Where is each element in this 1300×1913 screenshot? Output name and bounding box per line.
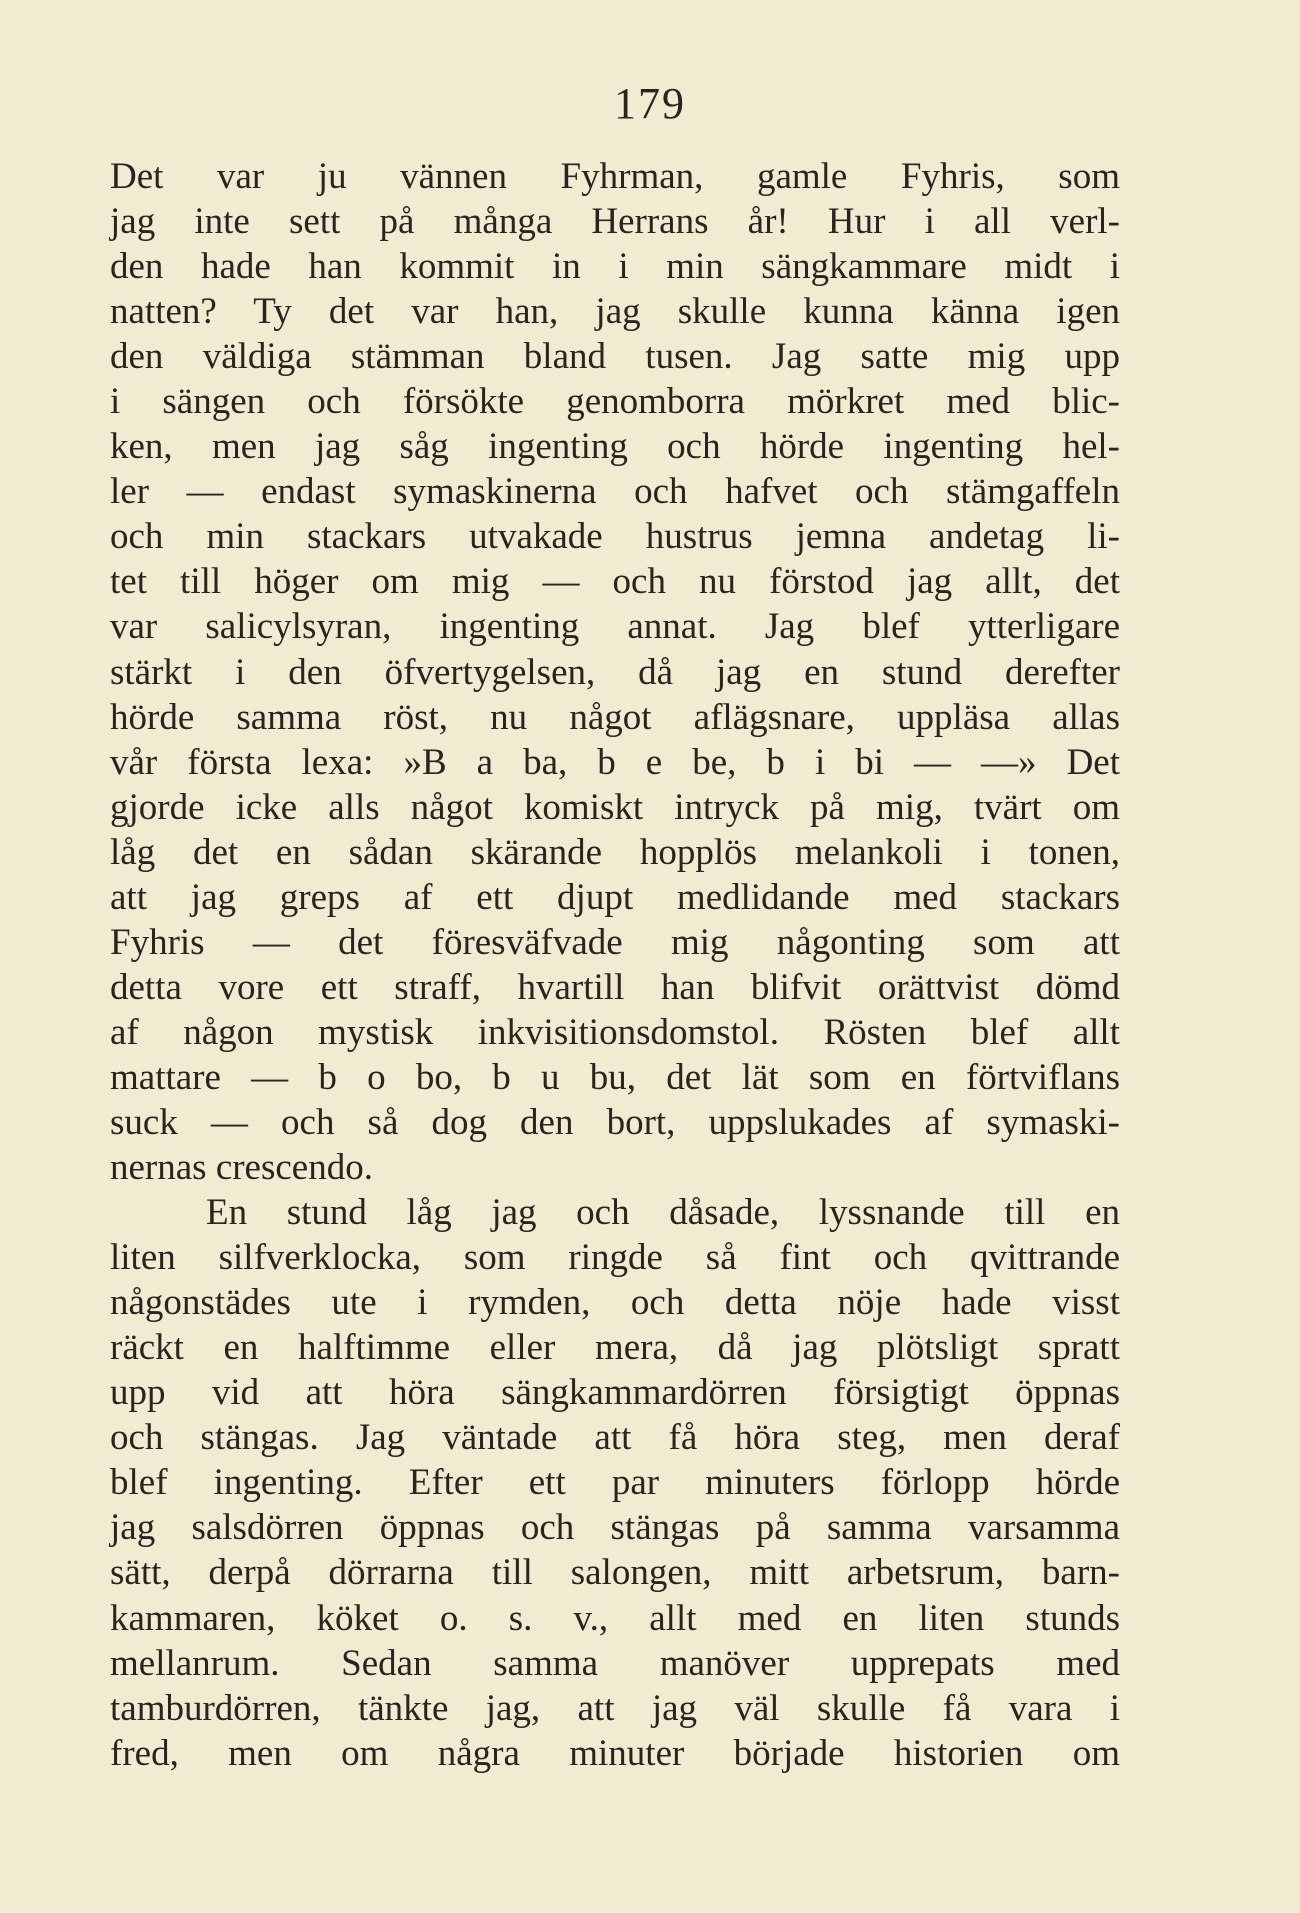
text-line: låg det en sådan skärande hopplös melankoli i tonen, <box>110 831 1120 873</box>
text-line: suck — och så dog den bort, uppslukades af symaski- <box>110 1101 1120 1143</box>
text-line: mattare — b o bo, b u bu, det lät som en förtviflans <box>110 1056 1120 1098</box>
text-line: och stängas. Jag väntade att få höra steg, men deraf <box>110 1417 1120 1459</box>
text-line: tet till höger om mig — och nu förstod jag allt, det <box>110 561 1120 603</box>
text-line: räckt en halftimme eller mera, då jag plötsligt spratt <box>110 1327 1120 1369</box>
text-line: jag salsdörren öppnas och stängas på samma varsamma <box>110 1507 1120 1549</box>
text-line: liten silfverklocka, som ringde så fint och qvittrande <box>110 1237 1120 1279</box>
text-line: den hade han kommit in i min sängkammare midt i <box>110 246 1120 288</box>
text-line: nernas crescendo. <box>110 1147 373 1189</box>
text-line: kammaren, köket o. s. v., allt med en liten stunds <box>110 1597 1120 1639</box>
page-text <box>110 154 1120 1776</box>
text-line: och min stackars utvakade hustrus jemna andetag li- <box>110 516 1120 558</box>
text-line: Det var ju vännen Fyhrman, gamle Fyhris, som <box>110 156 1120 197</box>
text-line: blef ingenting. Efter ett par minuters förlopp hörde <box>110 1462 1120 1504</box>
text-line: natten? Ty det var han, jag skulle kunna känna igen <box>110 291 1120 333</box>
text-line: var salicylsyran, ingenting annat. Jag blef ytterligare <box>110 606 1120 648</box>
text-line: detta vore ett straff, hvartill han blifvit orättvist dömd <box>110 966 1120 1008</box>
page-number: 179 <box>614 79 686 128</box>
text-line: ken, men jag såg ingenting och hörde ingenting hel- <box>110 426 1120 468</box>
text-line: gjorde icke alls något komiskt intryck på mig, tvärt om <box>110 786 1120 828</box>
text-line: vår första lexa: »B a ba, b e be, b i bi — —» Det <box>110 741 1120 783</box>
text-line: hörde samma röst, nu något aflägsnare, uppläsa allas <box>110 696 1120 738</box>
text-line: af någon mystisk inkvisitionsdomstol. Rösten blef allt <box>110 1011 1120 1053</box>
text-line: mellanrum. Sedan samma manöver upprepats med <box>110 1642 1120 1684</box>
text-line: fred, men om några minuter började historien om <box>110 1732 1120 1774</box>
text-line: jag inte sett på många Herrans år! Hur i all verl- <box>110 201 1120 243</box>
text-line: Fyhris — det föresväfvade mig någonting som att <box>110 921 1120 963</box>
text-line: tamburdörren, tänkte jag, att jag väl skulle få vara i <box>110 1687 1120 1729</box>
text-line: någonstädes ute i rymden, och detta nöje hade visst <box>110 1282 1120 1324</box>
text-line: stärkt i den öfvertygelsen, då jag en stund derefter <box>110 651 1120 693</box>
text-line: En stund låg jag och dåsade, lyssnande till en <box>206 1192 1120 1234</box>
text-line: ler — endast symaskinerna och hafvet och stämgaffeln <box>110 471 1120 513</box>
text-line: den väldiga stämman bland tusen. Jag satte mig upp <box>110 336 1120 378</box>
text-line: sätt, derpå dörrarna till salongen, mitt arbetsrum, barn- <box>110 1552 1120 1594</box>
text-line: att jag greps af ett djupt medlidande med stackars <box>110 876 1120 918</box>
text-line: upp vid att höra sängkammardörren försigtigt öppnas <box>110 1372 1120 1414</box>
text-line: i sängen och försökte genomborra mörkret med blic- <box>110 381 1120 423</box>
